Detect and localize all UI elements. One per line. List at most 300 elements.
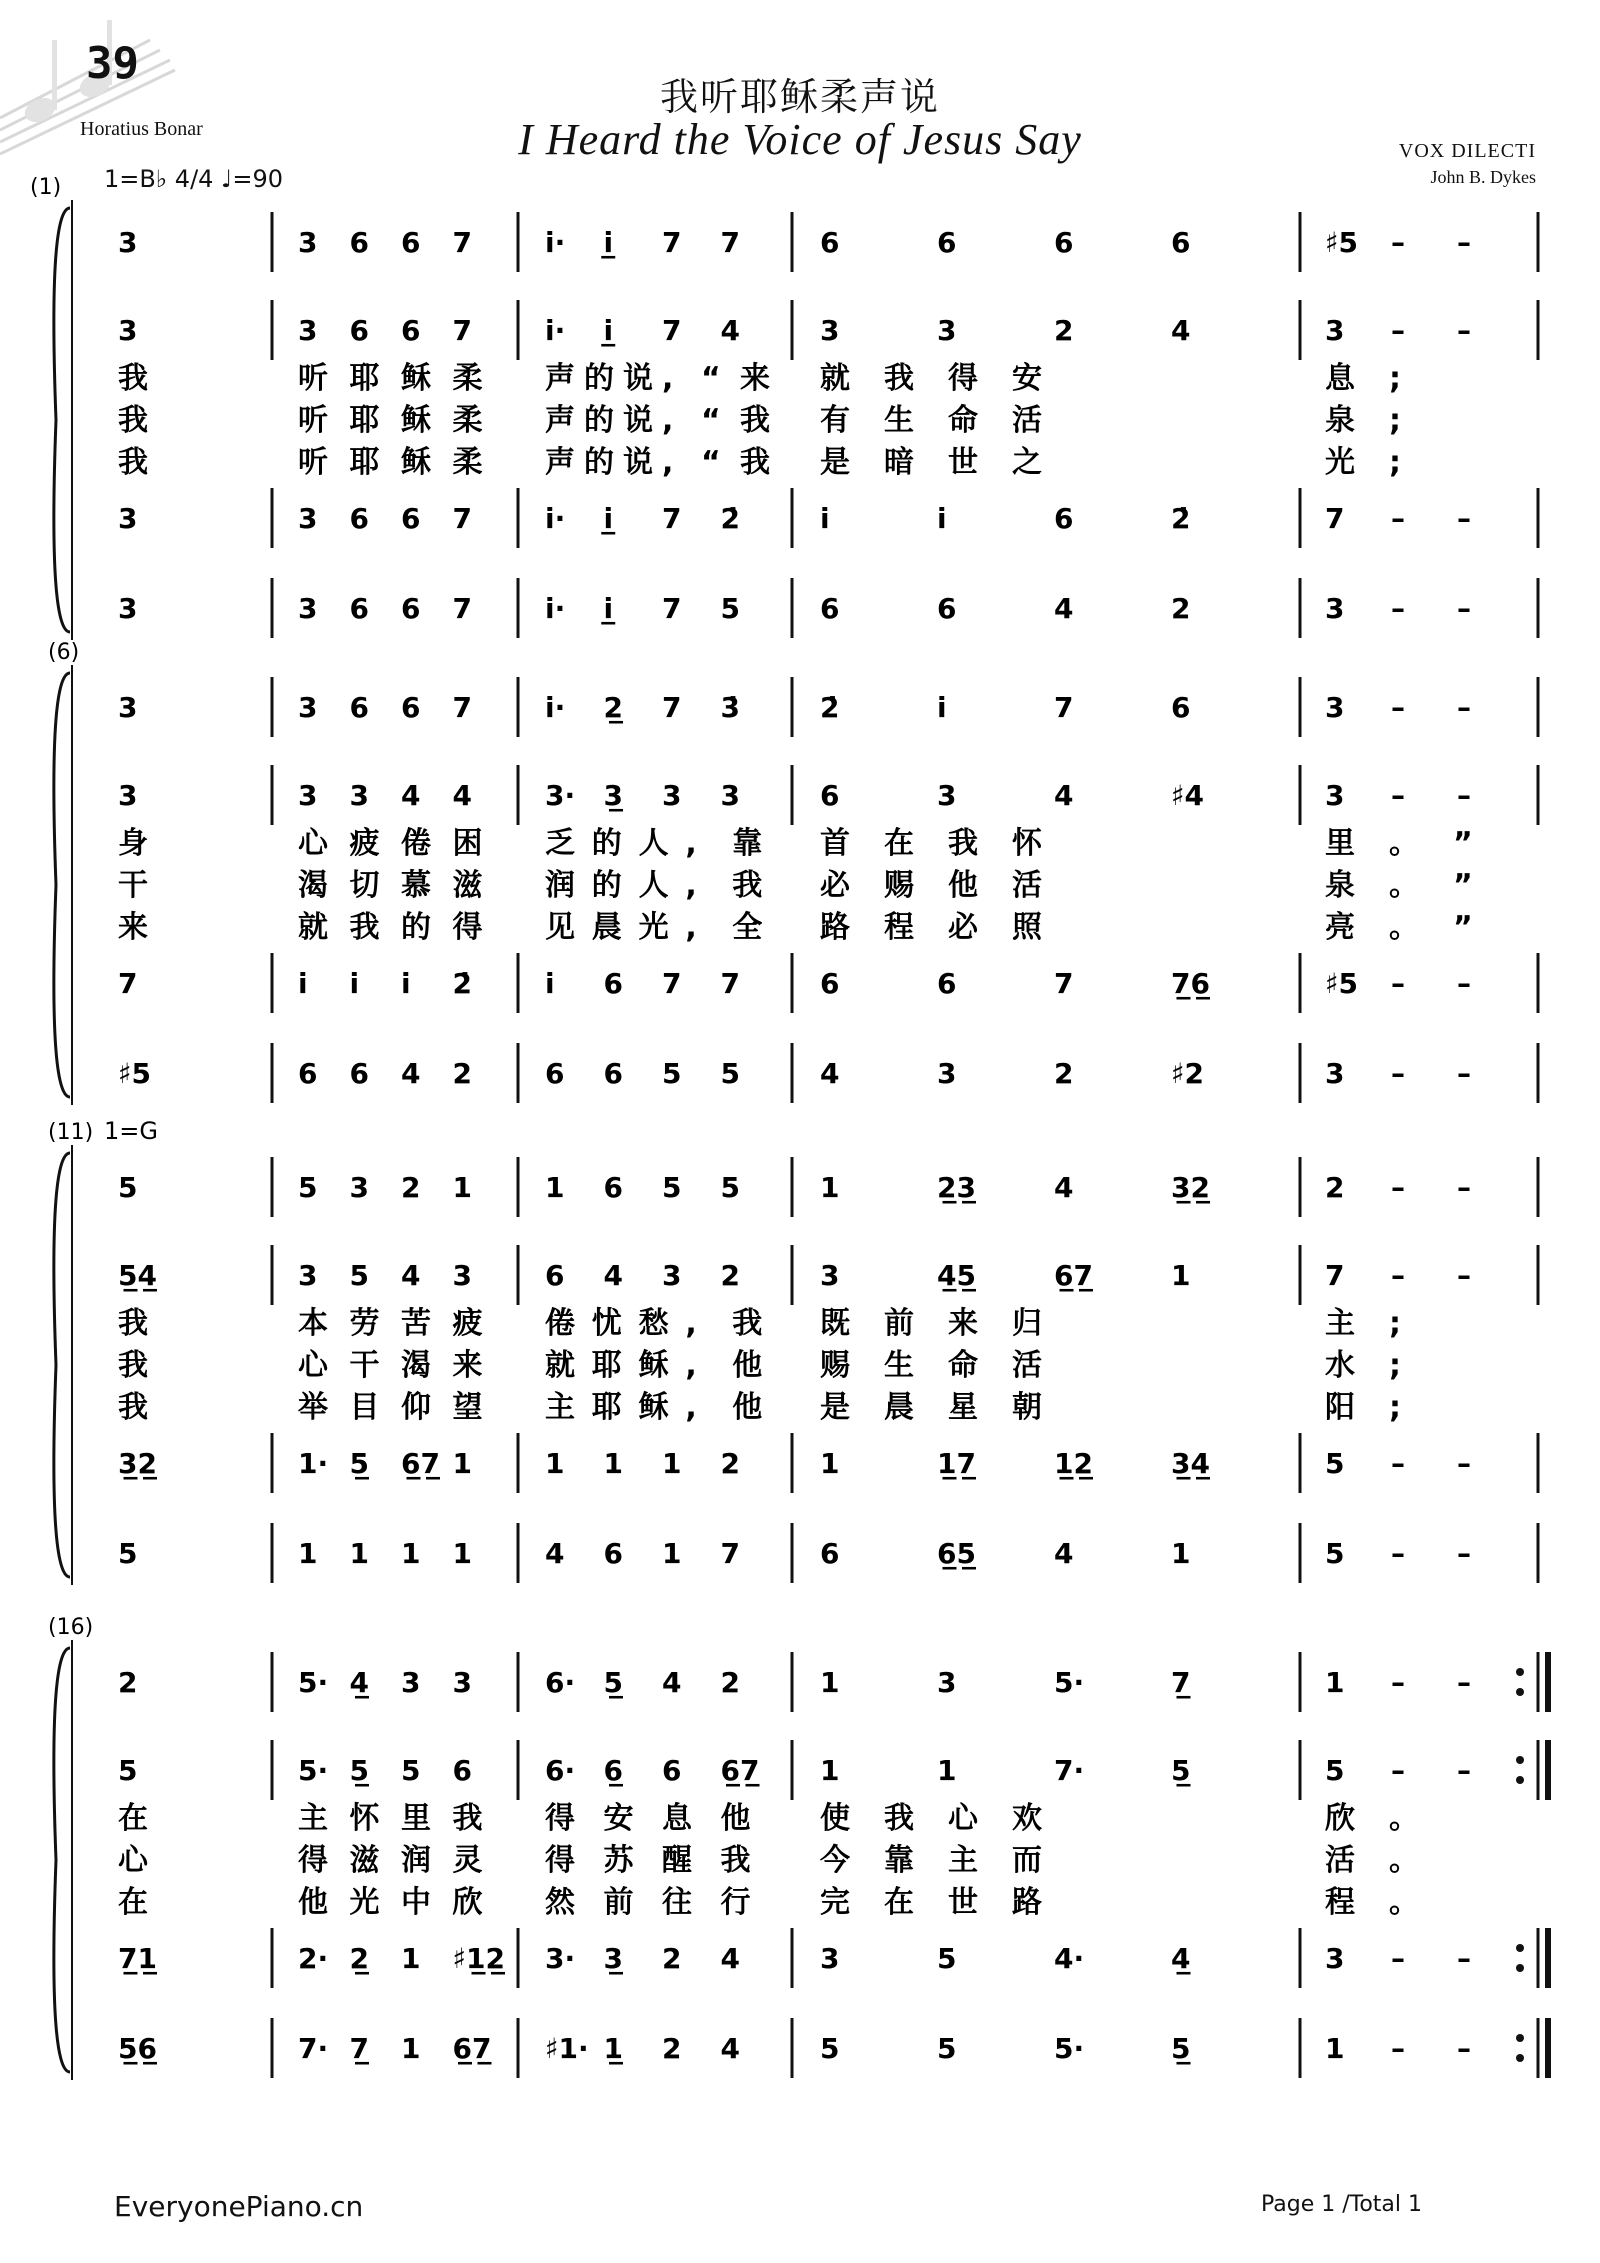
lyric-syllable: ; — [1389, 1390, 1401, 1425]
note: 6 — [349, 592, 369, 625]
lyric-syllable: 耶 — [349, 403, 380, 438]
lyric-syllable: 怀 — [349, 1801, 380, 1836]
lyric-syllable: 完 — [820, 1885, 850, 1920]
lyric-syllable: 我 — [740, 445, 770, 480]
note: 3̲4̲ — [1171, 1447, 1210, 1480]
note: 3̲ — [603, 1942, 623, 1975]
note: – — [1391, 592, 1405, 625]
repeat-dot — [1516, 1668, 1524, 1676]
note: 5 — [662, 1171, 682, 1204]
note: 3 — [452, 1666, 472, 1699]
lyric-syllable: 赐 — [820, 1348, 850, 1383]
lyric-syllable: , — [685, 868, 697, 903]
note: 4 — [1054, 592, 1074, 625]
note: 1 — [298, 1537, 318, 1570]
lyric-syllable: 本 — [298, 1306, 328, 1341]
measure-number: (11) — [48, 1120, 94, 1145]
lyric-syllable: 。 — [1389, 1843, 1419, 1878]
lyric-syllable: ” — [1453, 910, 1473, 945]
note: i· — [545, 502, 566, 535]
note: 3̲2̲ — [1171, 1171, 1210, 1204]
note: 5 — [937, 2032, 957, 2065]
note: 3 — [349, 1171, 369, 1204]
note: – — [1391, 1754, 1405, 1787]
lyric-syllable: 疲 — [349, 826, 380, 861]
note: 4 — [401, 779, 421, 812]
note: – — [1457, 592, 1471, 625]
lyric-syllable: 照 — [1012, 910, 1042, 945]
lyric-syllable: 稣 — [638, 1390, 669, 1425]
lyric-syllable: 怀 — [1012, 826, 1042, 861]
lyric-syllable: 阳 — [1325, 1390, 1355, 1425]
note: 6 — [349, 226, 369, 259]
lyric-syllable: 就 — [298, 910, 328, 945]
note: 2 — [118, 1666, 138, 1699]
lyric-syllable: 他 — [720, 1801, 751, 1836]
repeat-dot — [1516, 1944, 1524, 1952]
note: i̲ — [603, 502, 614, 535]
note: i — [298, 967, 308, 1000]
note: 2 — [662, 2032, 682, 2065]
note: 5· — [1054, 2032, 1085, 2065]
note: 5 — [1325, 1447, 1345, 1480]
note: 5̲ — [349, 1447, 369, 1480]
note: – — [1391, 2032, 1405, 2065]
note: 7 — [720, 226, 740, 259]
note: – — [1457, 967, 1471, 1000]
lyric-syllable: 就 — [545, 1348, 575, 1383]
repeat-dot — [1516, 1964, 1524, 1972]
note: 3 — [720, 779, 740, 812]
lyric-syllable: 的 — [591, 826, 622, 861]
lyric-syllable: 醒 — [662, 1843, 692, 1878]
note: 7 — [662, 314, 682, 347]
note: – — [1391, 226, 1405, 259]
lyric-syllable: 命 — [948, 403, 978, 438]
lyric-syllable: 之 — [1012, 445, 1042, 480]
lyric-syllable: 慕 — [401, 868, 431, 903]
author: Horatius Bonar — [80, 118, 203, 140]
note: 3 — [298, 592, 318, 625]
note: 6 — [820, 226, 840, 259]
note: 1 — [452, 1171, 472, 1204]
note: 6 — [1171, 226, 1191, 259]
note: 1 — [1325, 2032, 1345, 2065]
lyric-syllable: ; — [1389, 1348, 1401, 1383]
note: 3 — [1325, 1942, 1345, 1975]
note: – — [1457, 691, 1471, 724]
lyric-syllable: 望 — [452, 1390, 483, 1425]
lyric-syllable: 耶 — [591, 1348, 622, 1383]
note: 1 — [401, 1942, 421, 1975]
lyric-syllable: ; — [1389, 403, 1401, 438]
lyric-syllable: 耶 — [591, 1390, 622, 1425]
lyric-syllable: 的 — [584, 445, 614, 480]
lyric-syllable: 。 — [1389, 910, 1419, 945]
note: i· — [545, 314, 566, 347]
key-change: 1=G — [104, 1117, 158, 1145]
lyric-syllable: 说 — [623, 403, 653, 438]
lyric-syllable: 既 — [820, 1306, 850, 1341]
note: 6̲7̲ — [452, 2032, 492, 2065]
lyric-syllable: 里 — [1325, 826, 1355, 861]
note: i· — [545, 226, 566, 259]
lyric-syllable: 疲 — [452, 1306, 483, 1341]
note: 3 — [349, 779, 369, 812]
note: 5̲ — [1171, 1754, 1191, 1787]
note: i· — [545, 592, 566, 625]
lyric-syllable: 活 — [1012, 403, 1042, 438]
lyric-syllable: 心 — [298, 1348, 328, 1383]
note: 5 — [820, 2032, 840, 2065]
note: 4 — [820, 1057, 840, 1090]
lyric-syllable: ” — [1453, 868, 1473, 903]
lyric-syllable: 全 — [732, 910, 763, 945]
note: 6 — [349, 314, 369, 347]
note: – — [1391, 691, 1405, 724]
lyric-syllable: 得 — [452, 910, 483, 945]
lyric-syllable: 欢 — [1012, 1801, 1042, 1836]
lyric-syllable: 晨 — [591, 910, 622, 945]
note: 1 — [401, 1537, 421, 1570]
lyric-syllable: 切 — [349, 868, 380, 903]
lyric-syllable: 主 — [298, 1801, 328, 1836]
note: 4 — [662, 1666, 682, 1699]
note: 1 — [452, 1447, 472, 1480]
lyric-syllable: 命 — [948, 1348, 978, 1383]
note: ♯1· — [545, 2032, 589, 2065]
note: 3 — [118, 314, 138, 347]
note: 3̲ — [603, 779, 623, 812]
note: i — [401, 967, 411, 1000]
note: 7 — [452, 691, 472, 724]
lyric-syllable: 是 — [820, 1390, 850, 1425]
note: 6̲5̲ — [937, 1537, 976, 1570]
note: 6 — [603, 1537, 623, 1570]
note: 6 — [662, 1754, 682, 1787]
note: 1̲7̲ — [937, 1447, 976, 1480]
note: 6 — [349, 502, 369, 535]
lyric-syllable: 使 — [820, 1801, 850, 1836]
lyric-syllable: 生 — [884, 1348, 914, 1383]
note: 7 — [720, 1537, 740, 1570]
note: 7 — [662, 691, 682, 724]
note: 2 — [452, 1057, 472, 1090]
lyric-syllable: 渴 — [298, 868, 328, 903]
note: 3 — [820, 1259, 840, 1292]
lyric-syllable: 愁 — [638, 1306, 669, 1341]
note: – — [1391, 314, 1405, 347]
lyric-syllable: 前 — [884, 1306, 914, 1341]
note: – — [1391, 779, 1405, 812]
note: 6 — [1054, 226, 1074, 259]
repeat-dot — [1516, 2054, 1524, 2062]
note: – — [1391, 967, 1405, 1000]
repeat-dot — [1516, 1756, 1524, 1764]
note: 2̲3̲ — [937, 1171, 976, 1204]
lyric-syllable: 在 — [118, 1801, 148, 1836]
lyric-syllable: 乏 — [545, 826, 575, 861]
lyric-syllable: , — [685, 910, 697, 945]
note: 3 — [937, 1057, 957, 1090]
lyric-syllable: 稣 — [638, 1348, 669, 1383]
note: 1 — [820, 1171, 840, 1204]
note: 5 — [1325, 1537, 1345, 1570]
lyric-syllable: 耶 — [349, 361, 380, 396]
lyric-syllable: 中 — [401, 1885, 431, 1920]
note: ♯4 — [1171, 779, 1205, 812]
note: 7 — [720, 967, 740, 1000]
hymn-number: 39 — [86, 38, 139, 89]
lyric-syllable: 欣 — [452, 1885, 483, 1920]
note: 1· — [298, 1447, 329, 1480]
lyric-syllable: 我 — [118, 1390, 148, 1425]
measure-number: (1) — [30, 175, 62, 200]
note: 6 — [603, 1057, 623, 1090]
lyric-syllable: 今 — [820, 1843, 850, 1878]
note: 6 — [820, 1537, 840, 1570]
lyric-syllable: 的 — [401, 910, 431, 945]
note: 6 — [401, 226, 421, 259]
lyric-syllable: 息 — [1325, 361, 1355, 396]
lyric-syllable: 我 — [884, 361, 914, 396]
lyric-syllable: 星 — [948, 1390, 978, 1425]
note: i — [820, 502, 830, 535]
note: 4 — [720, 2032, 740, 2065]
lyric-syllable: 他 — [298, 1885, 328, 1920]
lyric-syllable: 我 — [452, 1801, 483, 1836]
note: 2 — [662, 1942, 682, 1975]
note: – — [1457, 226, 1471, 259]
lyric-syllable: 倦 — [545, 1306, 575, 1341]
note: 6 — [603, 967, 623, 1000]
lyric-syllable: 靠 — [732, 826, 763, 861]
note: 5̲ — [603, 1666, 623, 1699]
note: 3 — [662, 779, 682, 812]
lyric-syllable: 主 — [545, 1390, 575, 1425]
note: 6 — [401, 592, 421, 625]
note: 3 — [937, 314, 957, 347]
note: 1 — [662, 1537, 682, 1570]
note: 3 — [662, 1259, 682, 1292]
lyric-syllable: 活 — [1012, 1348, 1042, 1383]
note: i — [937, 502, 947, 535]
note: 4 — [452, 779, 472, 812]
lyric-syllable: 心 — [948, 1801, 978, 1836]
lyric-syllable: 在 — [118, 1885, 148, 1920]
note: 6 — [820, 779, 840, 812]
lyric-syllable: “ — [701, 445, 721, 480]
lyric-syllable: 柔 — [452, 403, 483, 438]
note: 5· — [298, 1754, 329, 1787]
lyric-syllable: 说 — [623, 361, 653, 396]
note: – — [1457, 1942, 1471, 1975]
note: 5 — [118, 1537, 138, 1570]
lyric-syllable: 。 — [1389, 1801, 1419, 1836]
note: 5̲ — [349, 1754, 369, 1787]
lyric-syllable: 靠 — [884, 1843, 914, 1878]
note: 5 — [349, 1259, 369, 1292]
tune-name: VOX DILECTI — [1398, 140, 1536, 162]
note: 1 — [545, 1171, 565, 1204]
lyric-syllable: 心 — [298, 826, 328, 861]
note: 6 — [937, 226, 957, 259]
lyric-syllable: 柔 — [452, 361, 483, 396]
note: 2̲ — [349, 1942, 369, 1975]
note: 4 — [401, 1259, 421, 1292]
lyric-syllable: 泉 — [1325, 403, 1355, 438]
lyric-syllable: 得 — [298, 1843, 328, 1878]
lyric-syllable: ; — [1389, 361, 1401, 396]
note: 1 — [349, 1537, 369, 1570]
note: 2 — [1171, 592, 1191, 625]
lyric-syllable: 滋 — [349, 1843, 380, 1878]
note: 3 — [298, 779, 318, 812]
note: 4 — [603, 1259, 623, 1292]
note: 4 — [401, 1057, 421, 1090]
lyric-syllable: 的 — [584, 361, 614, 396]
lyric-syllable: 的 — [591, 868, 622, 903]
lyric-syllable: 身 — [118, 826, 148, 861]
note: 3 — [298, 502, 318, 535]
lyric-syllable: 路 — [1012, 1885, 1042, 1920]
lyric-syllable: 忧 — [591, 1306, 622, 1341]
lyric-syllable: 就 — [820, 361, 850, 396]
lyric-syllable: 我 — [349, 910, 380, 945]
note: 1 — [820, 1666, 840, 1699]
note: 2̇ — [820, 691, 840, 724]
lyric-syllable: 来 — [740, 361, 770, 396]
lyric-syllable: , — [685, 1390, 697, 1425]
lyric-syllable: 听 — [298, 445, 328, 480]
note: 5 — [720, 592, 740, 625]
lyric-syllable: 归 — [1012, 1306, 1042, 1341]
note: 3 — [1325, 779, 1345, 812]
note: 5 — [937, 1942, 957, 1975]
note: 6 — [349, 1057, 369, 1090]
note: – — [1457, 1537, 1471, 1570]
lyric-syllable: 见 — [545, 910, 575, 945]
lyric-syllable: 必 — [948, 910, 978, 945]
lyric-syllable: , — [662, 403, 674, 438]
note: 3 — [118, 691, 138, 724]
lyric-syllable: 我 — [948, 826, 978, 861]
note: – — [1391, 1447, 1405, 1480]
note: – — [1457, 1171, 1471, 1204]
lyric-syllable: 水 — [1325, 1348, 1355, 1383]
note: – — [1391, 1666, 1405, 1699]
lyric-syllable: 稣 — [401, 445, 431, 480]
lyric-syllable: 有 — [820, 403, 850, 438]
note: 3 — [118, 592, 138, 625]
lyric-syllable: 程 — [1325, 1885, 1355, 1920]
note: 5 — [118, 1754, 138, 1787]
note: 1 — [937, 1754, 957, 1787]
lyric-syllable: 亮 — [1325, 910, 1355, 945]
note: 3 — [298, 1259, 318, 1292]
note: 1 — [603, 1447, 623, 1480]
note: 6 — [452, 1754, 472, 1787]
lyric-syllable: 暗 — [884, 445, 914, 480]
note: 7̲ — [1171, 1666, 1191, 1699]
note: 7 — [1054, 691, 1074, 724]
lyric-syllable: 稣 — [401, 361, 431, 396]
note: 5 — [118, 1171, 138, 1204]
note: 3 — [298, 691, 318, 724]
lyric-syllable: 的 — [584, 403, 614, 438]
note: i — [545, 967, 555, 1000]
lyric-syllable: 我 — [732, 868, 763, 903]
lyric-syllable: 声 — [545, 361, 575, 396]
note: 4 — [1054, 1537, 1074, 1570]
note: 3 — [1325, 1057, 1345, 1090]
lyric-syllable: 在 — [884, 826, 914, 861]
note: – — [1391, 1942, 1405, 1975]
note: 2 — [1054, 314, 1074, 347]
note: 7 — [1325, 1259, 1345, 1292]
lyric-syllable: 路 — [820, 910, 850, 945]
lyric-syllable: 我 — [884, 1801, 914, 1836]
note: 3 — [820, 1942, 840, 1975]
note: 6· — [545, 1666, 576, 1699]
note: – — [1391, 1537, 1405, 1570]
note: 6 — [937, 592, 957, 625]
lyric-syllable: 行 — [720, 1885, 751, 1920]
lyric-syllable: 前 — [603, 1885, 634, 1920]
lyric-syllable: 干 — [118, 868, 148, 903]
lyric-syllable: 滋 — [452, 868, 483, 903]
lyric-syllable: 朝 — [1012, 1390, 1042, 1425]
lyric-syllable: , — [662, 445, 674, 480]
note: 4̲5̲ — [937, 1259, 976, 1292]
note: 1 — [452, 1537, 472, 1570]
note: i̲ — [603, 592, 614, 625]
note: 5 — [662, 1057, 682, 1090]
note: 2 — [720, 1666, 740, 1699]
system-brace — [54, 673, 70, 1097]
note: ♯5 — [118, 1057, 152, 1090]
lyric-syllable: “ — [701, 403, 721, 438]
lyric-syllable: 而 — [1012, 1843, 1042, 1878]
note: 7̲6̲ — [1171, 967, 1210, 1000]
note: 6̲7̲ — [401, 1447, 440, 1480]
lyric-syllable: 活 — [1325, 1843, 1355, 1878]
lyric-syllable: ; — [1389, 1306, 1401, 1341]
lyric-syllable: 欣 — [1325, 1801, 1355, 1836]
note: 3· — [545, 779, 576, 812]
lyric-syllable: 程 — [884, 910, 914, 945]
note: ♯1̲2̲ — [452, 1942, 506, 1975]
lyric-syllable: 说 — [623, 445, 653, 480]
note: i̲ — [603, 314, 614, 347]
lyric-syllable: 晨 — [884, 1390, 914, 1425]
lyric-syllable: 息 — [662, 1801, 692, 1836]
lyric-syllable: 生 — [884, 403, 914, 438]
site-name[interactable]: EveryonePiano.cn — [114, 2190, 364, 2223]
lyric-syllable: 活 — [1012, 868, 1042, 903]
note: 3 — [820, 314, 840, 347]
lyric-syllable: 得 — [545, 1801, 575, 1836]
note: 3 — [118, 779, 138, 812]
note: 6 — [603, 1171, 623, 1204]
lyric-syllable: 举 — [298, 1390, 328, 1425]
lyric-syllable: 安 — [603, 1801, 634, 1836]
note: 4 — [720, 1942, 740, 1975]
lyric-syllable: 灵 — [452, 1843, 483, 1878]
lyric-syllable: 我 — [118, 1306, 148, 1341]
note: – — [1457, 2032, 1471, 2065]
note: 6̲7̲ — [1054, 1259, 1093, 1292]
